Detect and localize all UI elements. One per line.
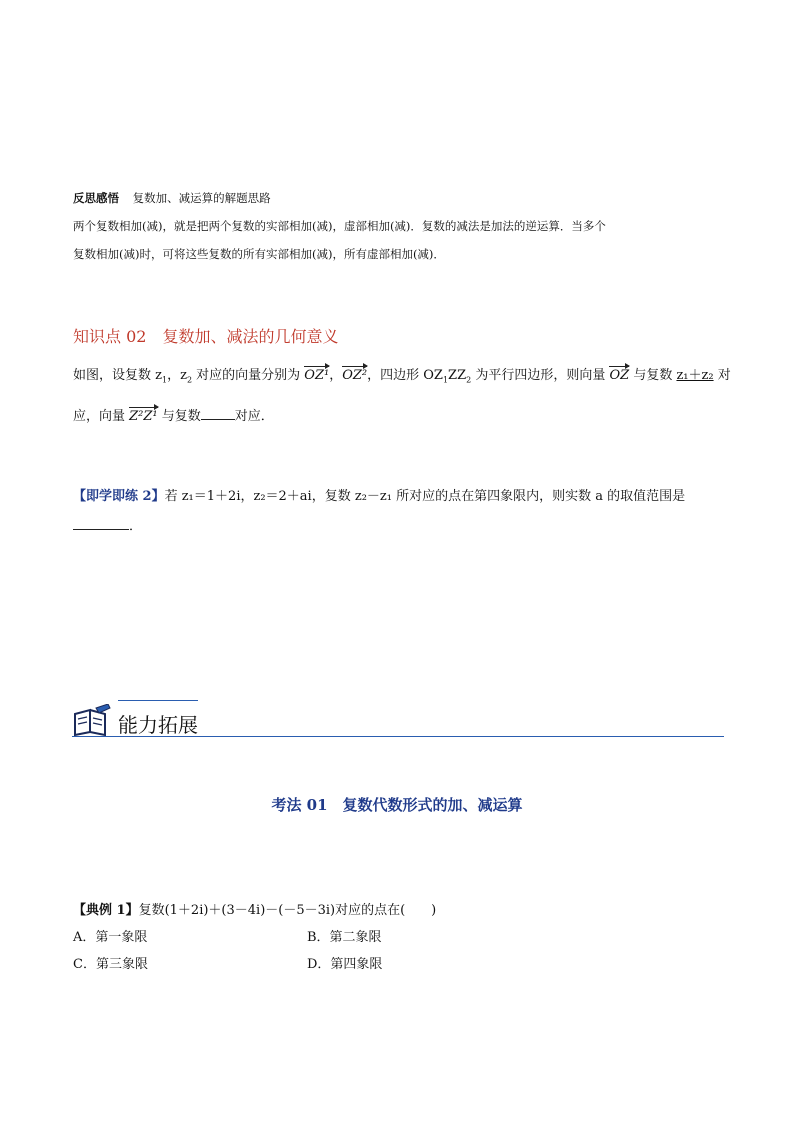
text: ，z [167, 368, 187, 383]
vector-z2z1: Z²Z¹ [129, 409, 158, 424]
text: ，四边形 OZ [367, 368, 443, 383]
book-pencil-icon [72, 704, 112, 736]
example-label: 【典例 1】 [73, 903, 139, 918]
knowledge-title: 知识点 02 复数加、减法的几何意义 [73, 327, 339, 346]
reflection-topic: 复数加、减运算的解题思路 [132, 191, 271, 205]
practice-answer-line [73, 520, 142, 533]
option-c[interactable]: C．第三象限 [73, 957, 148, 972]
subscript: 2 [186, 375, 193, 385]
practice-label: 【即学即练 2】 [73, 489, 165, 504]
text: 应，向量 [73, 409, 130, 424]
text: 对 [713, 368, 731, 383]
text: 与复数 [629, 368, 677, 383]
vector-oz: OZ [609, 368, 630, 383]
text: 对应的向量分别为 [192, 368, 305, 383]
knowledge-paragraph-line-1: 如图，设复数 $z_1$，$z_2$ 对应的向量分别为 OZ¹，OZ²，四边形 $OZ_1ZZ_2$ 为平行四边形，则向量 OZ 与复数 z₁＋z₂ 对 [73, 368, 731, 385]
text: 为平行四边形，则向量 [471, 368, 610, 383]
subscript: 1 [161, 375, 168, 385]
ability-top-rule [118, 700, 198, 701]
vector-oz2: OZ² [342, 368, 368, 383]
practice-question [73, 490, 733, 503]
text: 与复数 [157, 409, 201, 424]
reflection-heading-row [73, 193, 271, 205]
option-b[interactable]: B．第二象限 [307, 930, 382, 945]
option-d[interactable]: D．第四象限 [307, 957, 383, 972]
knowledge-paragraph-line-2 [73, 410, 274, 423]
text: 对应． [234, 409, 274, 424]
answer-blank[interactable] [201, 419, 235, 420]
reflection-line-1: 两个复数相加(减)，就是把两个复数的实部相加(减)，虚部相加(减)．复数的减法是加法的逆运算．当多个 [73, 219, 606, 233]
reflection-heading: 反思感悟 [73, 191, 119, 205]
reflection-line-2: 复数相加(减)时，可将这些复数的所有实部相加(减)，所有虚部相加(减)． [73, 247, 445, 261]
method-title: 考法 01 复数代数形式的加、减运算 [271, 796, 523, 814]
practice-text: 若 z₁＝1＋2i，z₂＝2＋ai，复数 z₂－z₁ 所对应的点在第四象限内，则实数 a 的取值范围是 [164, 489, 686, 504]
text: ． [129, 519, 143, 534]
example-question [73, 904, 436, 917]
ability-rule [72, 736, 724, 737]
subscript: 1 [442, 375, 449, 385]
sum-expression: z₁＋z₂ [676, 368, 714, 383]
text: 如图，设复数 z [73, 368, 162, 383]
ability-title: 能力拓展 [118, 713, 198, 737]
subscript: 2 [466, 375, 472, 385]
vector-oz1: OZ¹ [304, 368, 330, 383]
text: ZZ [448, 368, 467, 383]
example-text: 复数(1＋2i)＋(3－4i)－(－5－3i)对应的点在( ) [138, 903, 437, 918]
practice-answer-blank[interactable] [73, 529, 129, 530]
option-a[interactable]: A．第一象限 [73, 930, 148, 945]
